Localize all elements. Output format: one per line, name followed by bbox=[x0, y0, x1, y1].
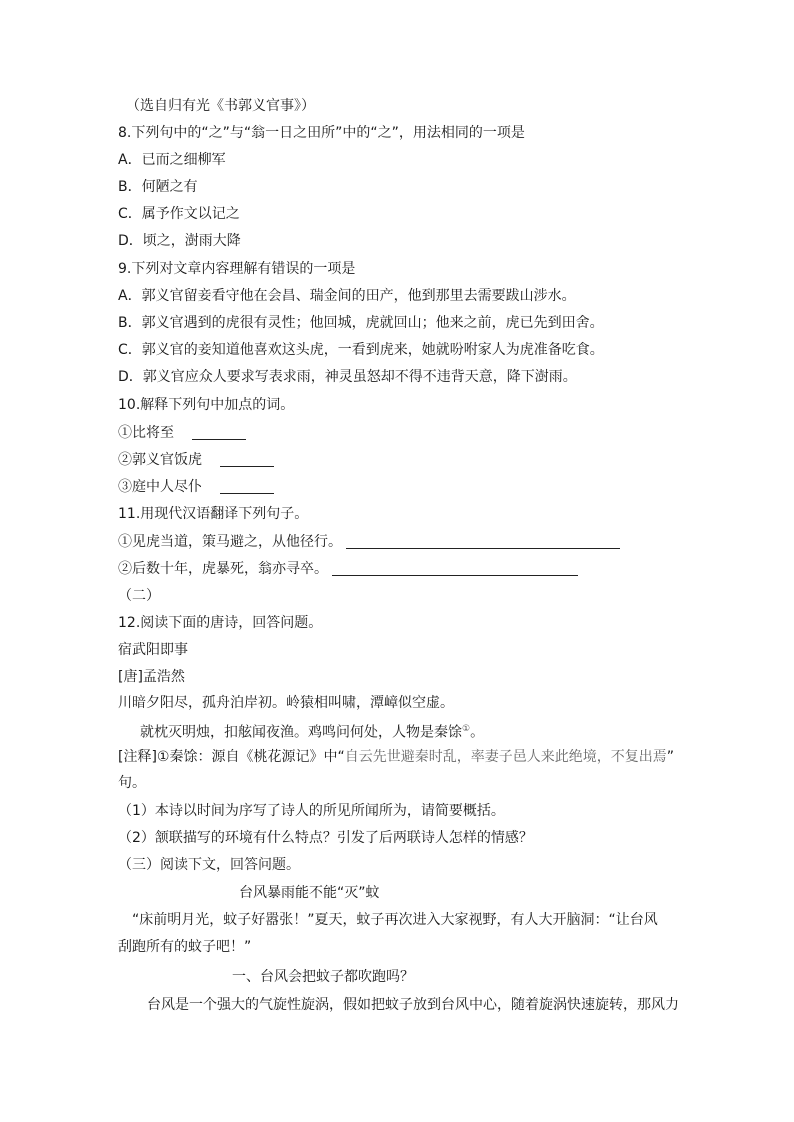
poem-title: 宿武阳即事 bbox=[118, 642, 188, 658]
q8-option-b: B．何陋之有 bbox=[118, 179, 198, 195]
q8-stem: 8.下列句中的“之”与“翁一日之田所”中的“之”，用法相同的一项是 bbox=[118, 125, 525, 141]
poem-note-prefix: [注释]①秦馀：源自《桃花源记》中“ bbox=[118, 749, 345, 765]
article-title: 台风暴雨能不能“灭”蚊 bbox=[239, 885, 380, 901]
q8-option-c: C．属予作文以记之 bbox=[118, 206, 240, 222]
q11-stem: 11.用现代汉语翻译下列句子。 bbox=[118, 506, 309, 522]
q10-answer-blank-3[interactable] bbox=[220, 479, 274, 494]
q11-answer-blank-2[interactable] bbox=[332, 561, 578, 576]
source-citation: （选自归有光《书郭义官事》） bbox=[126, 98, 315, 114]
poem-line-1: 川暗夕阳尽，孤舟泊岸初。岭猿相叫啸，潭嶂似空虚。 bbox=[118, 695, 454, 711]
poem-note-tail: 句。 bbox=[118, 775, 146, 791]
q10-item-1-text: ①比将至 bbox=[118, 425, 174, 441]
q10-item-3 bbox=[118, 478, 274, 496]
q10-item-2 bbox=[118, 451, 274, 469]
poem-line-2 bbox=[140, 720, 484, 742]
poem-note-end: ” bbox=[666, 749, 674, 765]
q10-item-2-text: ②郭义官饭虎 bbox=[118, 452, 202, 468]
poem-line-2-end: 。 bbox=[470, 724, 485, 741]
poem-note bbox=[118, 748, 674, 766]
q12-stem: 12.阅读下面的唐诗，回答问题。 bbox=[118, 615, 323, 631]
q10-stem: 10.解释下列句中加点的词。 bbox=[118, 397, 295, 413]
article-para-2: 台风是一个强大的气旋性旋涡，假如把蚊子放到台风中心，随着旋涡快速旋转，那风力 bbox=[147, 997, 679, 1013]
q11-answer-blank-1[interactable] bbox=[346, 534, 620, 549]
q8-option-d: D．顷之，澍雨大降 bbox=[118, 233, 241, 249]
q10-item-1 bbox=[118, 424, 246, 442]
q11-item-2-text: ②后数十年，虎暴死，翁亦寻卒。 bbox=[118, 561, 328, 577]
q11-item-2 bbox=[118, 560, 578, 578]
q12-sub-1: （1）本诗以时间为序写了诗人的所见所闻所为，请简要概括。 bbox=[118, 803, 505, 819]
article-para-1-line-1: “床前明月光，蚊子好嚣张！”夏天，蚊子再次进入大家视野，有人大开脑洞：“让台风 bbox=[132, 912, 658, 928]
q10-answer-blank-1[interactable] bbox=[192, 425, 246, 440]
q9-option-b: B．郭义官遇到的虎很有灵性；他回城，虎就回山；他来之前，虎已先到田舍。 bbox=[118, 315, 604, 331]
section-3-heading: （三）阅读下文，回答问题。 bbox=[118, 857, 300, 873]
article-subtitle: 一、台风会把蚊子都吹跑吗？ bbox=[232, 969, 414, 985]
poem-author: [唐]孟浩然 bbox=[118, 669, 185, 685]
section-2-heading: （二） bbox=[118, 588, 160, 604]
q9-stem: 9.下列对文章内容理解有错误的一项是 bbox=[118, 261, 356, 277]
article-para-1-line-2: 刮跑所有的蚊子吧！” bbox=[118, 939, 252, 955]
q9-option-d: D．郭义官应众人要求写表求雨，神灵虽怒却不得不违背天意，降下澍雨。 bbox=[118, 369, 577, 385]
poem-line-2-text: 就枕灭明烛，扣舷闻夜渔。鸡鸣问何处，人物是秦馀 bbox=[140, 724, 462, 741]
q11-item-1-text: ①见虎当道，策马避之，从他径行。 bbox=[118, 534, 342, 550]
q9-option-c: C．郭义官的妾知道他喜欢这头虎，一看到虎来，她就吩咐家人为虎准备吃食。 bbox=[118, 342, 604, 358]
q10-answer-blank-2[interactable] bbox=[220, 452, 274, 467]
q12-sub-2: （2）颔联描写的环境有什么特点？引发了后两联诗人怎样的情感？ bbox=[118, 830, 533, 846]
q8-option-a: A．已而之细柳军 bbox=[118, 152, 226, 168]
poem-note-quote: 自云先世避秦时乱，率妻子邑人来此绝境，不复出焉 bbox=[344, 749, 667, 765]
footnote-marker: ① bbox=[462, 724, 471, 734]
q9-option-a: A．郭义官留妾看守他在会昌、瑞金间的田产，他到那里去需要跋山涉水。 bbox=[118, 288, 576, 304]
q11-item-1 bbox=[118, 533, 620, 551]
q10-item-3-text: ③庭中人尽仆 bbox=[118, 479, 202, 495]
